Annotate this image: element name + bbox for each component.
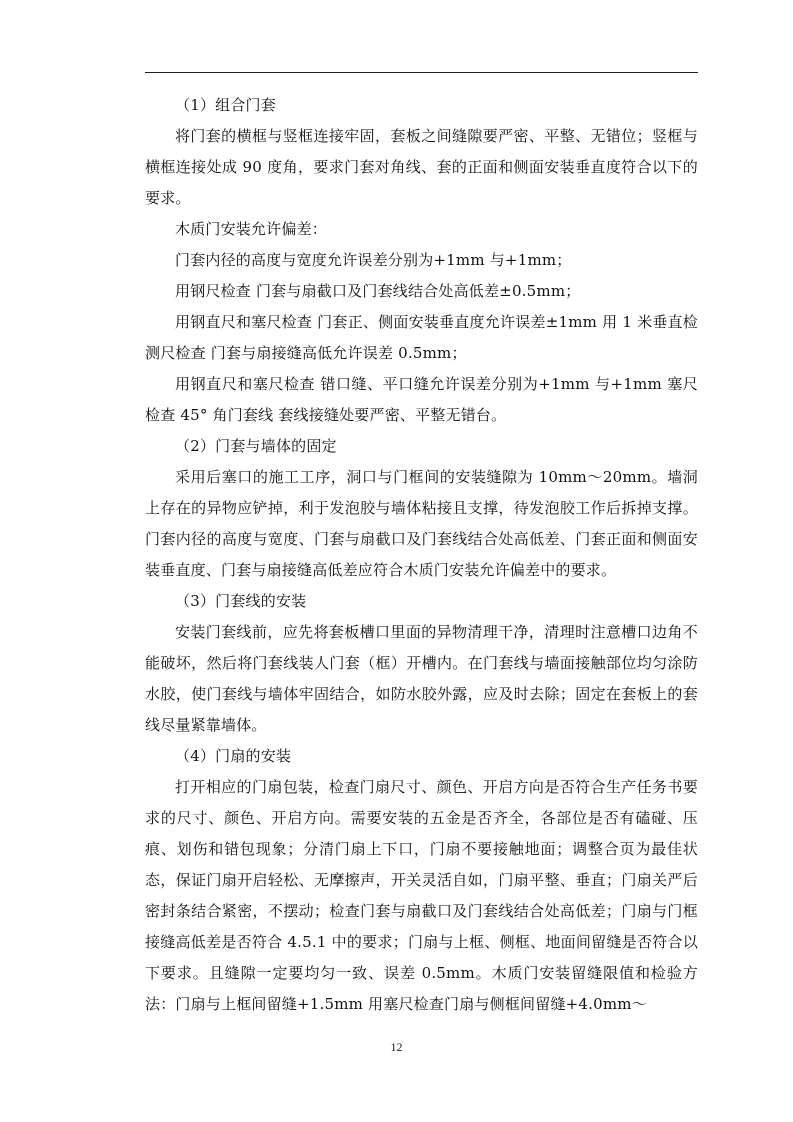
paragraph: 采用后塞口的施工工序，洞口与门框间的安装缝隙为 10mm～20mm。墙洞上存在的异物应铲掉，利于发泡胶与墙体粘接且支撑，待发泡胶工作后拆掉支撑。门套内径的高度与宽度、门套与扇截口及门套线结合处高低差、门套正面和侧面安装垂直度、门套与扇接缝高低差应符合木质门安装允许偏差中的要求。: [145, 468, 698, 579]
document-body: [145, 90, 698, 1020]
paragraph: 用钢直尺和塞尺检查 门套正、侧面安装垂直度允许误差±1mm 用 1 米垂直检测尺检查 门套与扇接缝高低允许误差 0.5mm；: [145, 313, 698, 362]
paragraph: 安装门套线前，应先将套板槽口里面的异物清理干净，清理时注意槽口边角不能破坏，然后将门套线装人门套（框）开槽内。在门套线与墙面接触部位均匀涂防水胶，使门套线与墙体牢固结合，如防水胶外露，应及时去除；固定在套板上的套线尽量紧靠墙体。: [145, 623, 698, 734]
page-number: 12: [390, 1040, 403, 1054]
paragraph: 门套内径的高度与宽度允许误差分别为+1mm 与+1mm；: [175, 251, 572, 269]
paragraph: 用钢尺检查 门套与扇截口及门套线结合处高低差±0.5mm；: [175, 282, 581, 300]
section-heading: （1）组合门套: [175, 96, 276, 114]
section-heading: （4）门扇的安装: [175, 747, 292, 765]
paragraph: 将门套的横框与竖框连接牢固，套板之间缝隙要严密、平整、无错位；竖框与横框连接处成 90 度角，要求门套对角线、套的正面和侧面安装垂直度符合以下的要求。: [145, 127, 698, 207]
paragraph: 用钢直尺和塞尺检查 错口缝、平口缝允许误差分别为+1mm 与+1mm 塞尺检查 45° 角门套线 套线接缝处要严密、平整无错台。: [145, 375, 698, 424]
paragraph: 打开相应的门扇包装，检查门扇尺寸、颜色、开启方向是否符合生产任务书要求的尺寸、颜色、开启方向。需要安装的五金是否齐全，各部位是否有磕碰、压痕、划伤和错包现象；分清门扇上下口，门扇不要接触地面；调整合页为最佳状态，保证门扇开启轻松、无摩擦声，开关灵活自如，门扇平整、垂直；门扇关严后密封条结合紧密，不摆动；检查门套与扇截口及门套线结合处高低差；门扇与门框接缝高低差是否符合 4.5.1 中的要求；门扇与上框、侧框、地面间留缝是否符合以下要求。且缝隙一定要均匀一致、误差 0.5mm。木质门安装留缝限值和检验方法：门扇与上框间留缝+1.5mm 用塞尺检查门扇与侧框间留缝+4.0mm～: [145, 778, 698, 1013]
paragraph: 木质门安装允许偏差：: [175, 220, 328, 238]
header-rule: [145, 72, 698, 73]
section-heading: （2）门套与墙体的固定: [175, 437, 337, 455]
section-heading: （3）门套线的安装: [175, 592, 307, 610]
